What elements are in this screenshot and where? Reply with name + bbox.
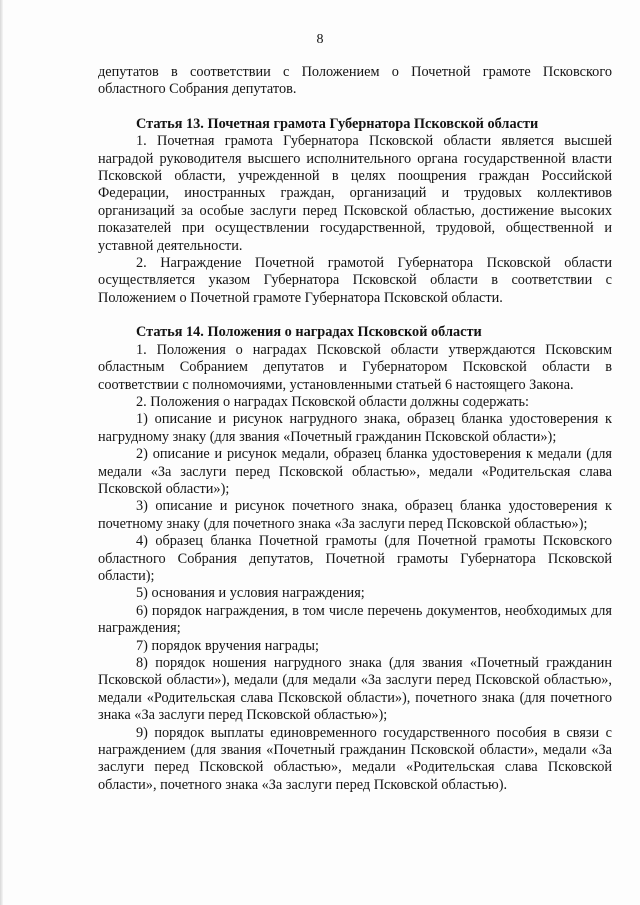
opening-paragraph: депутатов в соответствии с Положением о Почетной грамоте Псковского областного Собрания депутатов. [98,64,612,98]
page-number: 8 [316,32,324,47]
list-item-9: 9) порядок выплаты единовременного государственного пособия в связи с награждением (для звания «Почетный гражданин Псковской области», медали «За заслуги перед Псковской областью», медали «Родительская слава Псковской области», почетного знака «За заслуги перед Псковской областью). [98,724,612,793]
list-item-6: 6) порядок награждения, в том числе перечень документов, необходимых для награждения; [98,602,612,637]
article-14-paragraph-2: 2. Положения о наградах Псковской области должны содержать: [136,393,529,410]
list-item-4: 4) образец бланка Почетной грамоты (для Почетной грамоты Псковского областного Собрания депутатов, Почетной грамоты Губернатора Псковской области); [98,533,612,584]
list-item-7: 7) порядок вручения награды; [136,637,320,654]
list-item-1: 1) описание и рисунок нагрудного знака, образец бланка удостоверения к нагрудному знаку (для звания «Почетный гражданин Псковской области»); [98,411,612,445]
article-13-paragraph-1: 1. Почетная грамота Губернатора Псковской области является высшей наградой руководителя высшего исполнительного органа государственной власти Псковской области, учрежденной в целях поощрения граждан Российской Федерации, иностранных граждан, организаций и трудовых коллективов организаций за особые заслуги перед Псковской областью, достижение высоких показателей при осуществлении государственной, трудовой, общественной и уставной деятельности. [98,133,612,254]
document-body [98,64,612,794]
list-item-5: 5) основания и условия награждения; [136,585,365,602]
list-item-3: 3) описание и рисунок почетного знака, образец бланка удостоверения к почетному знаку (для почетного знака «За заслуги перед Псковской областью»); [98,498,612,532]
article-14-heading: Статья 14. Положения о наградах Псковской области [136,324,482,341]
list-item-8: 8) порядок ношения нагрудного знака (для звания «Почетный гражданин Псковской области»), медали (для медали «За заслуги перед Псковской областью», медали «Родительская слава Псковской области»), почетного знака (для почетного знака «За заслуги перед Псковской областью»); [98,655,612,724]
scan-edge-shadow [0,0,3,905]
article-13-paragraph-2: 2. Награждение Почетной грамотой Губернатора Псковской области осуществляется указом Губернатора Псковской области в соответствии с Положением о Почетной грамоте Губернатора Псковской области. [98,255,612,306]
article-13-heading: Статья 13. Почетная грамота Губернатора Псковской области [136,115,539,132]
list-item-2: 2) описание и рисунок медали, образец бланка удостоверения к медали (для медали «За заслуги перед Псковской областью», медали «Родительская слава Псковской области»); [98,446,612,497]
article-14-paragraph-1: 1. Положения о наградах Псковской области утверждаются Псковским областным Собранием депутатов и Губернатором Псковской области в соответствии с полномочиями, установленными статьей 6 настоящего Закона. [98,341,612,393]
